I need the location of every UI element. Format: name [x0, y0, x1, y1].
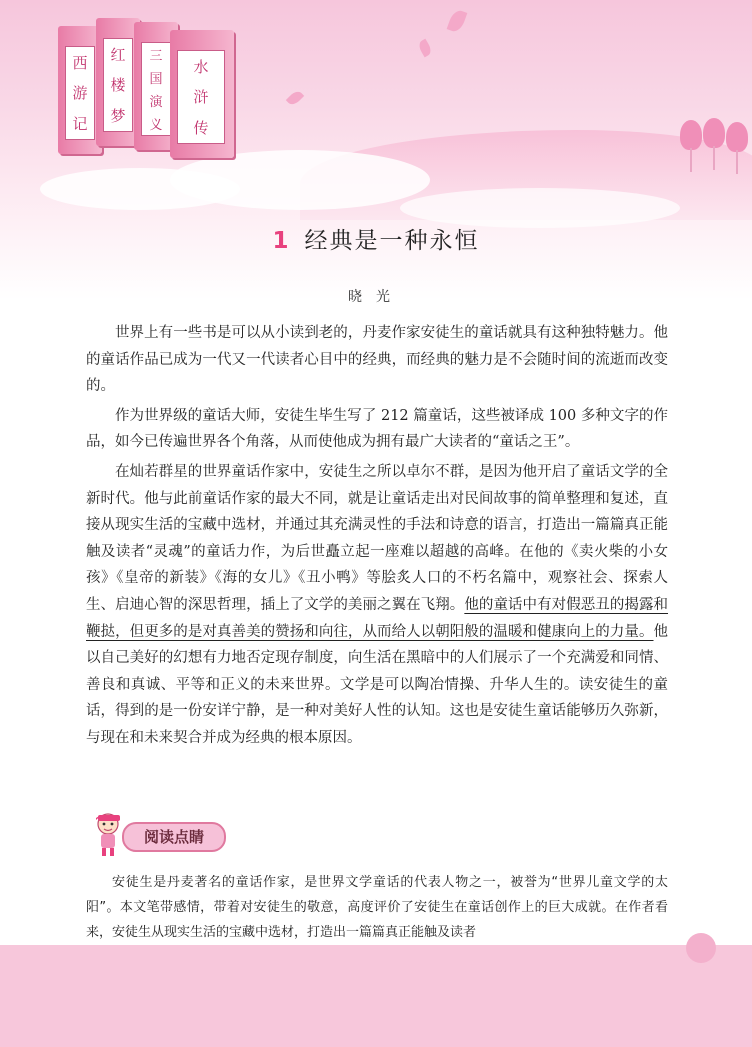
author-name: 晓光 [348, 289, 404, 305]
spine-char: 西 [72, 53, 88, 72]
spine-char: 记 [72, 115, 88, 134]
cartoon-kid-icon [90, 810, 126, 858]
tulip-icon [703, 118, 725, 148]
reading-tip-label: 阅读点睛 [122, 822, 226, 852]
underlined-key-sentence: 他的童话中有对假恶丑的揭露和鞭挞，但更多的是对真善美的赞扬和向往，从而给人以朝阳般的温暖和健康向上的力量。 [86, 596, 669, 640]
paragraph: 安徒生是丹麦著名的童话作家，是世界文学童话的代表人物之一，被誉为“世界儿童文学的太阳”。本文笔带感情，带着对安徒生的敬意，高度评价了安徒生在童话创作上的巨大成就。在作者看来，安徒生从现实生活的宝藏中选材，打造出一篇篇真正能触及读者 [86, 875, 668, 940]
page-title [0, 222, 752, 255]
book [170, 30, 234, 158]
paragraph-text: 他以自己美好的幻想有力地否定现存制度，向生活在黑暗中的人们展示了一个充满爱和同情、善良和真诚、平等和正义的未来世界。文学是可以陶冶情操、升华人生的。读安徒生的童话，得到的是一份安详宁静，是一种对美好人性的认知。这也是安徒生童话能够历久弥新，与现在和未来契合并成为经典的根本原因。 [86, 623, 668, 746]
spine-char: 浒 [193, 88, 209, 107]
article-body [86, 320, 668, 755]
spine-char: 梦 [110, 107, 126, 126]
spine-char: 三 [149, 49, 163, 64]
page-corner-dot [686, 933, 716, 963]
spine-char: 演 [149, 95, 163, 110]
paragraph: 世界上有一些书是可以从小读到老的，丹麦作家安徒生的童话就具有这种独特魅力。他的童话作品已成为一代又一代读者心目中的经典，而经典的魅力是不会随时间的流逝而改变的。 [86, 325, 668, 395]
reading-tip-heading [90, 810, 240, 870]
paragraph-text: 在灿若群星的世界童话作家中，安徒生之所以卓尔不群，是因为他开启了童话文学的全新时代。他与此前童话作家的最大不同，就是让童话走出对民间故事的简单整理和复述，直接从现实生活的宝藏中选材，并通过其充满灵性的手法和诗意的语言，打造出一篇篇真正能触及读者“灵魂”的童话力作，为后世矗立起一座难以超越的高峰。在他的《卖火柴的小女孩》《皇帝的新装》《海的女儿》《丑小鸭》等脍炙人口的不朽名篇中，观察社会、探索人生、启迪心智的深思哲理，插上了文学的美丽之翼在飞翔。 [86, 463, 668, 613]
book-spine-title [65, 46, 95, 140]
spine-char: 楼 [110, 76, 126, 95]
cloud [40, 168, 240, 210]
book-spine-title [103, 38, 133, 132]
lesson-title: 经典是一种永恒 [304, 228, 480, 254]
spine-char: 游 [72, 84, 88, 103]
paragraph [86, 459, 668, 752]
spine-char: 义 [149, 118, 163, 133]
reading-commentary [86, 870, 668, 945]
book-spine-title [177, 50, 225, 144]
spine-char: 红 [110, 45, 126, 64]
lesson-number: 1 [272, 228, 291, 254]
tulip-icon [726, 122, 748, 152]
spine-char: 国 [149, 72, 163, 87]
spine-char: 传 [193, 119, 209, 138]
tulip-icon [680, 120, 702, 150]
paragraph: 作为世界级的童话大师，安徒生毕生写了 212 篇童话，这些被译成 100 多种文字的作品，如今已传遍世界各个角落，从而使他成为拥有最广大读者的“童话之王”。 [86, 407, 668, 451]
classic-books-illustration [58, 12, 248, 154]
footer-band [0, 945, 752, 1047]
spine-char: 水 [193, 57, 209, 76]
book-spine-title [141, 42, 171, 136]
